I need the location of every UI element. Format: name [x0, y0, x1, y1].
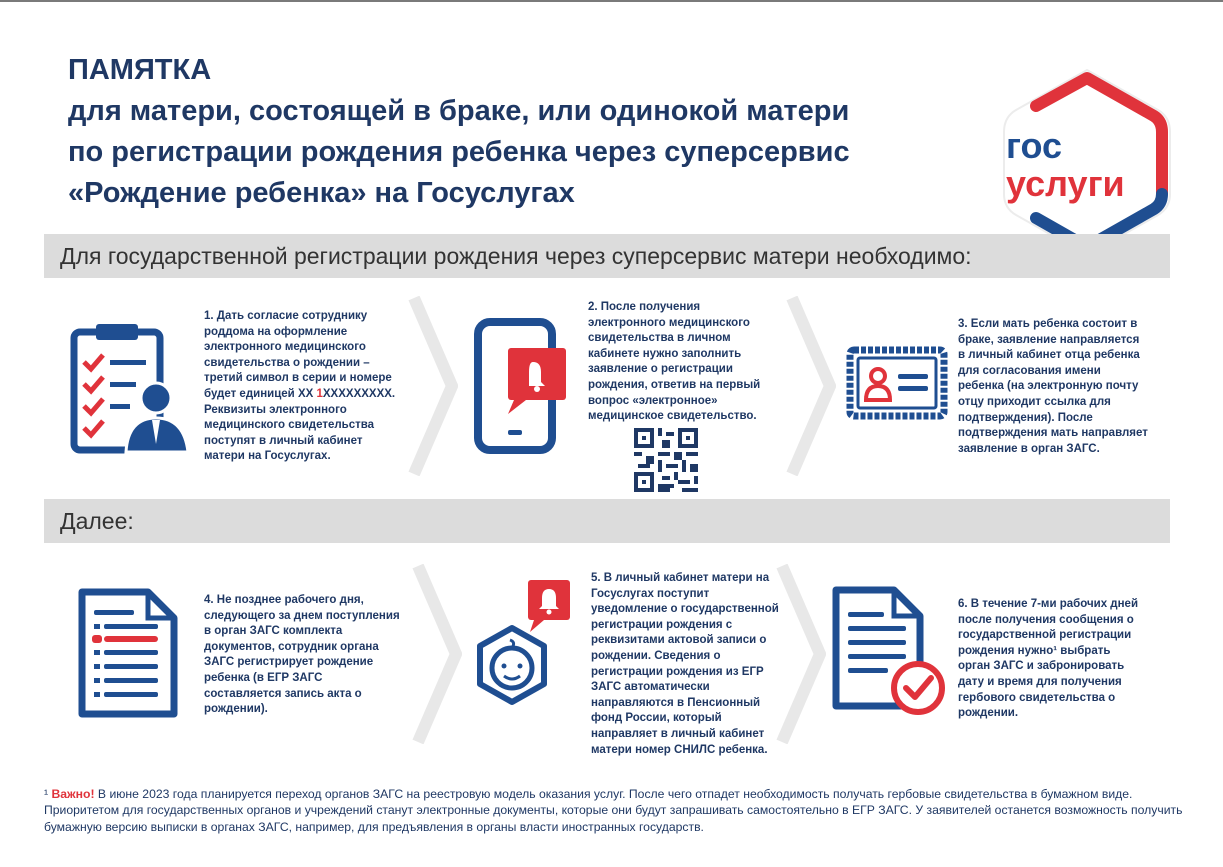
- footnote-mark: ¹: [44, 787, 52, 801]
- qr-code-icon: [634, 428, 698, 492]
- step-5-text: 5. В личный кабинет матери на Госуслугах поступит уведомление о государственной регистрации рождения с реквизитами актовой записи о рождении. Сведения о регистрации рождения из ЕГР ЗАГС автоматически направляются в Пенсионный фонд России, который направляет в личный кабинет матери номер СНИЛС ребенка.: [591, 572, 779, 756]
- section-header-text: Далее:: [60, 507, 134, 534]
- step-6-text: 6. В течение 7-ми рабочих дней после получения сообщения о государственной регистрации рождения нужно¹ выбрать орган ЗАГС и забронировать дату и время для получения гербового свидетельства о рождении.: [958, 598, 1139, 720]
- arrow-chevron-icon: [786, 296, 836, 476]
- arrow-chevron-icon: [408, 296, 458, 476]
- logo-text-uslugi: услуги: [1006, 163, 1125, 204]
- title-line-1: ПАМЯТКА: [68, 54, 212, 86]
- footnote-important: Важно!: [51, 787, 95, 801]
- section-header-text: Для государственной регистрации рождения через суперсервис матери необходимо:: [60, 242, 972, 269]
- logo-text-gos: гос: [1006, 125, 1063, 166]
- id-card-icon: [846, 346, 948, 420]
- gosuslugi-logo: [996, 62, 1178, 262]
- footnote: [44, 786, 1184, 835]
- step-2-text: 2. После получения электронного медицинского свидетельства в личном кабинете нужно заполнить заявление о регистрации рождения, ответив на первый вопрос «электронное» медицинское свидетельство.: [588, 301, 761, 423]
- section-header-next: [44, 499, 1170, 543]
- step-4-text: 4. Не позднее рабочего дня, следующего за днем поступления в орган ЗАГС комплекта документов, сотрудник органа ЗАГС регистрирует рождение ребенка (в ЕГР ЗАГС составляется запись акта о рождении).: [204, 594, 400, 716]
- page-title: [68, 50, 948, 214]
- step-1-text-part: ХХХХХХХХХ. Реквизиты электронного медицинского свидетельства поступят в личный кабинет матери на Госуслугах.: [204, 387, 396, 463]
- step-1-highlight: 1: [316, 387, 323, 400]
- title-line-4: «Рождение ребенка» на Госуслугах: [68, 177, 575, 209]
- step-1-text: [204, 309, 400, 465]
- clipboard-checklist-icon: [70, 322, 190, 454]
- title-line-2: для матери, состоящей в браке, или одинокой матери: [68, 95, 850, 127]
- arrow-chevron-icon: [776, 564, 826, 744]
- title-line-3: по регистрации рождения ребенка через суперсервис: [68, 136, 850, 168]
- step-1-text-part: 1. Дать согласие сотруднику роддома на оформление электронного медицинского свидетельства о рождении – третий символ в серии и номере будет единицей ХХ: [204, 310, 392, 400]
- footnote-text: В июне 2023 года планируется переход органов ЗАГС на реестровую модель оказания услуг. После чего отпадет необходимость получать гербовые свидетельства в бумажном виде. Приоритетом для государственных органов и учреждений станут электронные документы, которые они будут запрашивать самостоятельно в ЕГР ЗАГС. У заявителей останется возможность получить бумажную версию выписки в органах ЗАГС, например, для предъявления в органы власти иностранных государств.: [44, 787, 1183, 834]
- baby-notification-icon: [468, 576, 574, 712]
- section-header-requirements: [44, 234, 1170, 278]
- phone-notification-icon: [474, 318, 570, 454]
- step-3-text: 3. Если мать ребенка состоит в браке, заявление направляется в личный кабинет отца ребенка для согласования имени ребенка (на электронную почту отцу приходит ссылка для подтверждения). После подтверждения мать направляет заявление в орган ЗАГС.: [958, 318, 1148, 455]
- document-check-icon: [832, 586, 948, 718]
- arrow-chevron-icon: [412, 564, 462, 744]
- top-border: [0, 0, 1223, 2]
- document-list-icon: [78, 588, 178, 718]
